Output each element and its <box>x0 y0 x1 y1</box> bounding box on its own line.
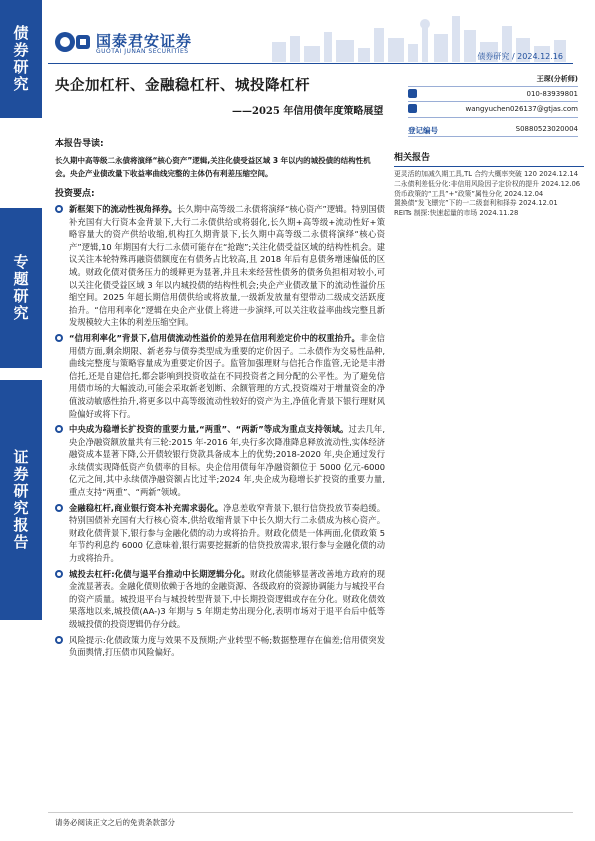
related-report-link[interactable]: 置换债“发飞镖完”下的一二级套利和择券 2024.12.01 <box>394 199 558 208</box>
related-report-link[interactable]: 更灵活的加减久期工具,TL 合约大概率突破 120 2024.12.14 <box>394 170 579 178</box>
guide-text: 长久期中高等级二永债将演绎“核心资产”逻辑,关注化债受益区域 3 年以内的城投债的结构性机会。央企产业债改量下收益率曲线完整的主体仍有利差压缩空间。 <box>55 156 371 178</box>
phone-icon <box>408 89 417 98</box>
company-logo-icon <box>54 31 92 53</box>
related-report-link[interactable]: 二永债利差低分化:非信用风险因子定价权的提升 2024.12.06 <box>394 179 581 188</box>
report-title: 央企加杠杆、金融稳杠杆、城投降杠杆 <box>55 77 310 94</box>
author-divider <box>408 117 578 118</box>
related-reports <box>394 150 584 219</box>
sidebar-category-topic: 专题研究 <box>0 208 42 368</box>
cert-label: 登记编号 <box>408 126 438 135</box>
report-subtitle: ——2025 年信用债年度策略展望 <box>232 106 384 117</box>
key-point-text: 长久期中高等级二永债将演绎“核心资产”逻辑。特别国债补充国有大行资本金背景下,大行二永债供给或将弱化,长久期+高等级+流动性好+策略容量大的资产供给收缩,机构扛久期背景下,长久期中高等级二永债将演绎“核心资产”逻辑,10 年期国有大行二永债可能存在“抢跑”;关注化债受益区域的结构性机会。建议关注本轮特殊再融资债额度在有债务占比较高,且 2018 年后有息债务增速偏低的区域。财政化债对债务压力的缓释更为显著,并且未来经营性债务的债务负担相对较小,可以关注化债受益区域 3 年以内城投债的结构性机会;央企产业债改量下的流动性溢价压缩空间。2025 年超长期信用债供给或将放量,一级新发放量有望带动二级成交活跃度抬升。“信用利率化”逻辑在央企产业债上将进一步演绎,可以关注收益率曲线完整且新发规模较大主体的利差压缩空间。 <box>69 204 385 328</box>
footer-disclaimer: 请务必阅读正文之后的免责条款部分 <box>55 818 175 827</box>
key-point-text: 非金信用债方面,剩余期限、新老券与债券类型成为重要的定价因子。二永债作为交易性品种,曲线完整度与策略容量成为重要定价因子。监管加强理财与信托合作监管,无论是丰滑信托,还是自建信托,都会影响到投资收益在不同投资者之间分配的公平性。为了避免信用债市场的大幅波动,可能会采取新老划断、余额管理的方式,投资端对于增量资金的净值波动敏感性抬升,将更多以中高等级流动性较好的资产为主,净值化背景下银行理财风险偏好或将下行。 <box>69 332 385 419</box>
key-point-lead: “信用利率化”背景下,信用债流动性溢价的差异在信用利差定价中的权重抬升。 <box>69 332 360 343</box>
bullet-icon <box>55 205 63 213</box>
bullet-icon <box>55 504 63 512</box>
key-point-text: 过去几年,央企净融资额放量共有三轮:2015 年-2016 年,央行多次降准降息释放流动性,实体经济融资成本显著下降,公开债较银行贷款具备成本上的优势;2018-2020 年,央企通过发行永续债实现降低资产负债率的目标。央企信用债每年净融资额位于 5000 亿元-6000 亿元之间,其中永续债净融资额占比过半;2024 年,央企成为稳增长扩投资的重要力量,重点支持“两重”、“两新”领域。 <box>69 424 386 498</box>
author-email: wangyuchen026137@gtjas.com <box>465 105 578 113</box>
bullet-icon <box>55 636 63 644</box>
key-point-lead: 金融稳杠杆,商业银行资本补充需求弱化。 <box>69 502 224 513</box>
footer-divider <box>48 812 573 813</box>
key-point <box>55 502 385 565</box>
key-point <box>55 423 385 499</box>
key-point-lead: 城投去杠杆:化债与退平台推动中长期逻辑分化。 <box>69 568 250 579</box>
key-point-lead: 新框架下的流动性视角择券。 <box>69 204 177 214</box>
bullet-icon <box>55 570 63 578</box>
bullet-icon <box>55 425 63 433</box>
key-point <box>55 568 385 631</box>
main-content <box>55 136 385 662</box>
author-divider <box>408 86 578 87</box>
related-report-link[interactable]: REITs 制探:快速起量的市场 2024.11.28 <box>394 209 519 218</box>
author-cert-no: S0880523020004 <box>515 125 578 133</box>
key-point-text: 财政化债能够显著改善地方政府的现金流显著表。金融化债则依赖于各地的金融资源、各级政府的资源协调能力与城投平台的资产质量。城投退平台与城投转型背景下,中长期投资逻辑或存在分化。财政化债效果落地以来,城投债(AA-)3 年期与 5 年期走势出现分化,表明市场对于退平台后中低等级城投债的投资逻辑仍存分歧。 <box>69 568 385 629</box>
key-point <box>55 203 385 329</box>
logo-english-name: GUOTAI JUNAN SECURITIES <box>96 48 189 55</box>
related-report-link[interactable]: 货币政策的“工具”+“政策”属性分化 2024.12.04 <box>394 189 544 198</box>
logo-chinese-name: 国泰君安证券 <box>96 32 193 50</box>
email-icon <box>408 104 417 113</box>
bullet-icon <box>55 334 63 342</box>
risk-warning <box>55 634 385 659</box>
guide-heading: 本报告导读: <box>55 139 104 149</box>
key-point-text: 净息差收窄背景下,银行信贷投放节奏趋缓。特别国债补充国有大行核心资本,供给收缩背景下中长久期大行二永债成为核心资产。财政化债背景下,银行参与金融化债的动力或将抬升。财政化债是一体两面,化债政策 5 年节约利息约 6000 亿意味着,银行需要挖掘新的信贷投放需求,银行参与金融化债的动力或将抬升。 <box>69 502 385 564</box>
points-heading: 投资要点: <box>55 189 95 199</box>
sidebar-category-bond: 债券研究 <box>0 0 42 118</box>
author-name: 王琛(分析师) <box>536 75 578 83</box>
author-divider <box>408 136 578 137</box>
header-category-date: 债券研究 / 2024.12.16 <box>477 52 563 61</box>
key-point <box>55 332 385 420</box>
sidebar-category-report: 证券研究报告 <box>0 380 42 620</box>
left-sidebar <box>0 0 42 841</box>
author-divider <box>408 101 578 102</box>
related-heading: 相关报告 <box>394 150 584 167</box>
author-phone: 010-83939801 <box>526 90 578 98</box>
header-divider <box>48 63 573 64</box>
risk-text: 风险提示:化债政策力度与效果不及预期;产业转型不畅;数据整理存在偏差;信用债突发负面舆情,打压债市风险偏好。 <box>69 634 385 658</box>
key-point-lead: 中央成为稳增长扩投资的重要力量,“两重”、“两新”等成为重点支持领域。 <box>69 424 349 435</box>
